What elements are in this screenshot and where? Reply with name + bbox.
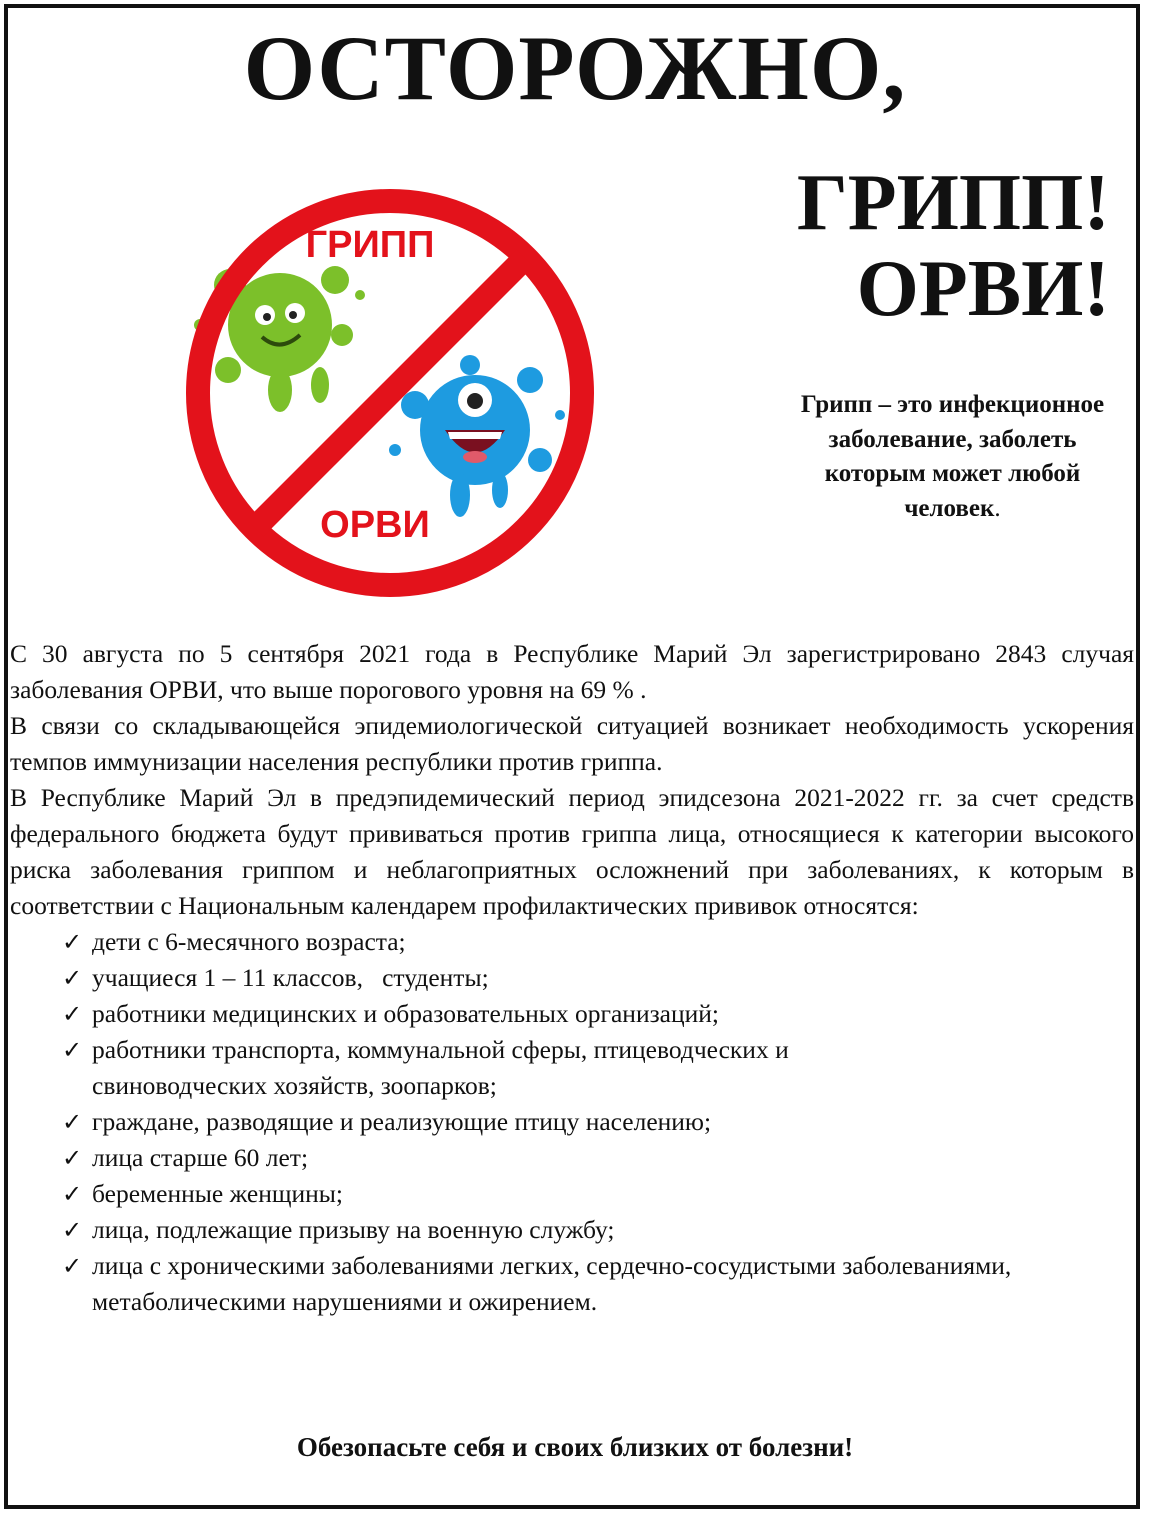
list-item-text: беременные женщины; <box>92 1179 343 1208</box>
list-item <box>62 924 1134 960</box>
paragraph-situation: В связи со складывающейся эпидемиологической ситуацией возникает необходимость ускорения темпов иммунизации населения республики против гриппа. <box>10 711 1134 776</box>
list-item <box>62 1032 1134 1104</box>
poster-subtitle <box>750 160 1110 333</box>
checkmark-icon: ✓ <box>62 1108 83 1136</box>
checkmark-icon: ✓ <box>62 928 83 956</box>
list-item-text: учащиеся 1 – 11 классов, студенты; <box>92 963 489 992</box>
flu-definition-text: Грипп – это инфекционное заболевание, заболеть которым может любой человек <box>800 391 1105 522</box>
main-body <box>10 636 1134 1320</box>
list-item <box>62 996 1134 1032</box>
list-item-text: дети с 6-месячного возраста; <box>92 927 406 956</box>
list-item <box>62 1248 1134 1320</box>
checkmark-icon: ✓ <box>62 964 83 992</box>
list-item <box>62 1104 1134 1140</box>
list-item <box>62 1212 1134 1248</box>
subtitle-arvi: ОРВИ! <box>856 245 1110 334</box>
list-item-text: лица с хроническими заболеваниями легких, сердечно-сосудистыми заболеваниями, метаболическими нарушениями и ожирением. <box>92 1251 1012 1316</box>
closing-call-to-action: Обезопасьте себя и своих близких от болезни! <box>296 1432 854 1462</box>
checkmark-icon: ✓ <box>62 1216 83 1244</box>
poster-title: ОСТОРОЖНО, <box>243 17 907 119</box>
list-item-text: работники медицинских и образовательных организаций; <box>92 999 720 1028</box>
risk-group-list <box>10 924 1134 1320</box>
paragraph-vaccination: В Республике Марий Эл в предэпидемический период эпидсезона 2021-2022 гг. за счет средств федерального бюджета будут прививаться против гриппа лица, относящиеся к категории высокого риска заболевания гриппом и неблагоприятных осложнений при заболеваниях, к которым в соответствии с Национальным календарем профилактических прививок относятся: <box>10 783 1134 920</box>
sign-label-arvi: ОРВИ <box>320 504 430 546</box>
checkmark-icon: ✓ <box>62 1000 83 1028</box>
list-item-text: граждане, разводящие и реализующие птицу населению; <box>92 1107 712 1136</box>
list-item <box>62 1176 1134 1212</box>
sign-label-flu: ГРИПП <box>305 224 435 266</box>
list-item <box>62 960 1134 996</box>
list-item <box>62 1140 1134 1176</box>
checkmark-icon: ✓ <box>62 1180 83 1208</box>
checkmark-icon: ✓ <box>62 1252 83 1280</box>
flu-definition-period: . <box>994 494 1001 522</box>
list-item-text: лица, подлежащие призыву на военную службу; <box>92 1215 615 1244</box>
no-virus-sign-illustration <box>170 175 610 610</box>
subtitle-flu: ГРИПП! <box>796 159 1110 247</box>
list-item-text: лица старше 60 лет; <box>92 1143 309 1172</box>
list-item-text: работники транспорта, коммунальной сферы, птицеводческих и свиноводческих хозяйств, зоопарков; <box>92 1035 789 1100</box>
flu-definition <box>785 388 1120 526</box>
checkmark-icon: ✓ <box>62 1144 83 1172</box>
checkmark-icon: ✓ <box>62 1036 83 1064</box>
paragraph-statistics: С 30 августа по 5 сентября 2021 года в Республике Марий Эл зарегистрировано 2843 случая заболевания ОРВИ, что выше порогового уровня на 69 % . <box>10 639 1134 704</box>
